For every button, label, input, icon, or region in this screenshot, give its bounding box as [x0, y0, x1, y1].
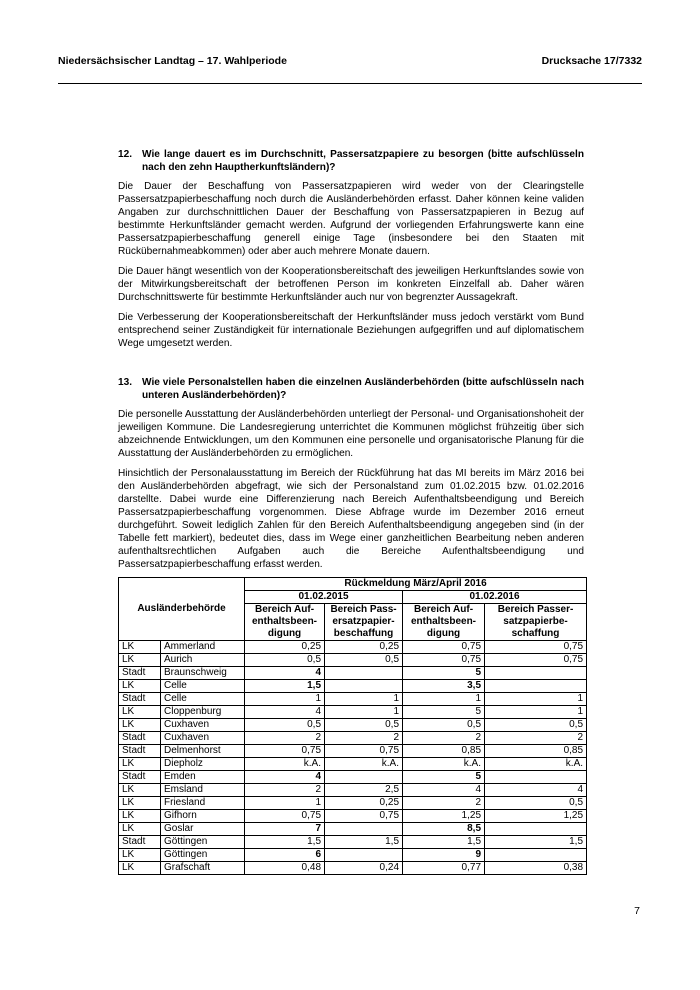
- table-body: [119, 641, 587, 875]
- table-row: [119, 654, 587, 667]
- table-row: [119, 758, 587, 771]
- value-termination-2016: 0,77: [403, 862, 485, 875]
- value-passport-2016: [485, 680, 587, 693]
- table-row: [119, 693, 587, 706]
- authority-type-cell: Stadt: [119, 667, 161, 680]
- authority-name-cell: Aurich: [161, 654, 245, 667]
- value-passport-2015: 1: [325, 706, 403, 719]
- staffing-table: [118, 577, 587, 875]
- value-termination-2015: 0,75: [245, 745, 325, 758]
- col-header-termination-2016: Bereich Auf-enthaltsbeen-digung: [403, 604, 485, 641]
- value-termination-2015: 6: [245, 849, 325, 862]
- value-termination-2015: 1: [245, 693, 325, 706]
- section-question-13: [118, 376, 584, 578]
- value-termination-2016: 5: [403, 667, 485, 680]
- authority-type-cell: LK: [119, 680, 161, 693]
- value-termination-2016: 2: [403, 732, 485, 745]
- value-passport-2016: [485, 849, 587, 862]
- value-termination-2016: 0,5: [403, 719, 485, 732]
- value-termination-2016: 4: [403, 784, 485, 797]
- table-row: [119, 836, 587, 849]
- authority-type-cell: Stadt: [119, 732, 161, 745]
- value-termination-2016: 1,25: [403, 810, 485, 823]
- value-passport-2015: 0,5: [325, 654, 403, 667]
- authority-name-cell: Emsland: [161, 784, 245, 797]
- authority-type-cell: LK: [119, 641, 161, 654]
- col-header-passport-2016: Bereich Passer-satzpapierbe-schaffung: [485, 604, 587, 641]
- value-termination-2015: 0,5: [245, 719, 325, 732]
- value-termination-2015: k.A.: [245, 758, 325, 771]
- table-row: [119, 667, 587, 680]
- header-document-number: Drucksache 17/7332: [541, 55, 642, 67]
- value-termination-2016: 1,5: [403, 836, 485, 849]
- authority-name-cell: Emden: [161, 771, 245, 784]
- authority-type-cell: Stadt: [119, 693, 161, 706]
- value-termination-2016: k.A.: [403, 758, 485, 771]
- authority-name-cell: Cuxhaven: [161, 732, 245, 745]
- value-passport-2016: [485, 823, 587, 836]
- section-question-12: [118, 148, 584, 357]
- table-row: [119, 732, 587, 745]
- value-passport-2015: [325, 849, 403, 862]
- value-termination-2016: 5: [403, 771, 485, 784]
- value-termination-2015: 0,48: [245, 862, 325, 875]
- date-header-2016: 01.02.2016: [403, 591, 587, 604]
- question-13: [118, 376, 584, 402]
- col-header-passport-2015: Bereich Pass-ersatzpapier-beschaffung: [325, 604, 403, 641]
- table-row: [119, 797, 587, 810]
- table-row: [119, 680, 587, 693]
- authority-name-cell: Diepholz: [161, 758, 245, 771]
- value-termination-2016: 2: [403, 797, 485, 810]
- table-row: [119, 784, 587, 797]
- authority-column-header: Ausländerbehörde: [119, 578, 245, 641]
- value-termination-2016: 5: [403, 706, 485, 719]
- authority-name-cell: Goslar: [161, 823, 245, 836]
- value-termination-2015: 2: [245, 784, 325, 797]
- survey-header: Rückmeldung März/April 2016: [245, 578, 587, 591]
- question-text: Wie lange dauert es im Durchschnitt, Passersatzpapiere zu besorgen (bitte aufschlüsseln nach den zehn Hauptherkunftsländern)?: [142, 149, 584, 173]
- value-passport-2015: 0,25: [325, 641, 403, 654]
- authority-type-cell: Stadt: [119, 771, 161, 784]
- value-termination-2015: 4: [245, 771, 325, 784]
- value-passport-2015: 1: [325, 693, 403, 706]
- table-row: [119, 771, 587, 784]
- value-termination-2015: 7: [245, 823, 325, 836]
- page-number: 7: [634, 905, 640, 917]
- value-passport-2016: 0,38: [485, 862, 587, 875]
- value-passport-2016: 1,25: [485, 810, 587, 823]
- value-passport-2015: k.A.: [325, 758, 403, 771]
- authority-type-cell: Stadt: [119, 745, 161, 758]
- authority-type-cell: LK: [119, 810, 161, 823]
- authority-name-cell: Göttingen: [161, 836, 245, 849]
- authority-name-cell: Ammerland: [161, 641, 245, 654]
- answer-paragraph: Hinsichtlich der Personalausstattung im Bereich der Rückführung hat das MI bereits im März 2016 bei den Ausländerbehörden abgefragt, wie sich der Personalstand zum 01.02.2015 bzw. 01.02.2016 darstellte. Dabei wurde eine Differenzierung nach Bereich Aufenthaltsbeendigung und Bereich Passersatzpapierbeschaffung vorgenommen. Diese Abfrage wurde im Dezember 2016 erneut durchgeführt. Soweit lediglich Zahlen für den Bereich Aufenthaltsbeendigung angegeben sind (in der Tabelle fett markiert), bedeutet dies, dass im Wege einer ganzheitlichen Bearbeitung neben anderen aufenthaltsrechtlichen Aufgaben auch die Bereiche Aufenthaltsbeendigung und Passersatzpapierbeschaffung erfasst werden.: [118, 468, 584, 570]
- table-row: [119, 641, 587, 654]
- value-termination-2015: 1,5: [245, 836, 325, 849]
- authority-type-cell: LK: [119, 862, 161, 875]
- value-termination-2015: 0,5: [245, 654, 325, 667]
- authority-name-cell: Friesland: [161, 797, 245, 810]
- col-header-termination-2015: Bereich Auf-enthaltsbeen-digung: [245, 604, 325, 641]
- value-passport-2016: 0,85: [485, 745, 587, 758]
- value-termination-2015: 0,25: [245, 641, 325, 654]
- value-termination-2015: 1: [245, 797, 325, 810]
- authority-name-cell: Göttingen: [161, 849, 245, 862]
- value-passport-2016: [485, 667, 587, 680]
- authority-name-cell: Delmenhorst: [161, 745, 245, 758]
- authority-name-cell: Grafschaft: [161, 862, 245, 875]
- value-passport-2016: 1: [485, 706, 587, 719]
- page-header: [58, 55, 642, 69]
- value-passport-2016: 1,5: [485, 836, 587, 849]
- header-rule: [58, 83, 642, 84]
- question-number: 12.: [118, 149, 133, 160]
- value-termination-2016: 1: [403, 693, 485, 706]
- value-passport-2015: 0,75: [325, 810, 403, 823]
- question-number: 13.: [118, 377, 133, 388]
- value-termination-2016: 0,75: [403, 654, 485, 667]
- question-12: [118, 148, 584, 174]
- table-row: [119, 719, 587, 732]
- value-termination-2015: 1,5: [245, 680, 325, 693]
- authority-name-cell: Cloppenburg: [161, 706, 245, 719]
- answer-paragraph: Die Dauer hängt wesentlich von der Kooperationsbereitschaft des jeweiligen Herkunftslandes sowie von der Mitwirkungsbereitschaft der betroffenen Person im konkreten Einzelfall ab. Daher wären Durchschnittswerte für bestimmte Herkunftsländer auch nur von begrenzter Aussagekraft.: [118, 266, 584, 303]
- table-row: [119, 862, 587, 875]
- authority-type-cell: LK: [119, 706, 161, 719]
- value-passport-2016: 0,5: [485, 797, 587, 810]
- table-row: [119, 823, 587, 836]
- date-header-2015: 01.02.2015: [245, 591, 403, 604]
- value-passport-2015: 0,75: [325, 745, 403, 758]
- value-termination-2015: 2: [245, 732, 325, 745]
- authority-type-cell: LK: [119, 654, 161, 667]
- authority-type-cell: LK: [119, 784, 161, 797]
- value-termination-2016: 0,75: [403, 641, 485, 654]
- table-row: [119, 745, 587, 758]
- question-text: Wie viele Personalstellen haben die einzelnen Ausländerbehörden (bitte aufschlüsseln nach unteren Ausländerbehörden)?: [142, 377, 584, 401]
- authority-type-cell: LK: [119, 758, 161, 771]
- value-termination-2016: 9: [403, 849, 485, 862]
- value-termination-2015: 4: [245, 706, 325, 719]
- authority-name-cell: Cuxhaven: [161, 719, 245, 732]
- value-passport-2015: 2,5: [325, 784, 403, 797]
- table-row: [119, 849, 587, 862]
- value-termination-2016: 3,5: [403, 680, 485, 693]
- authority-name-cell: Gifhorn: [161, 810, 245, 823]
- value-passport-2015: 0,5: [325, 719, 403, 732]
- value-passport-2015: 0,25: [325, 797, 403, 810]
- value-passport-2016: [485, 771, 587, 784]
- value-passport-2015: [325, 823, 403, 836]
- authority-type-cell: LK: [119, 823, 161, 836]
- value-passport-2016: 2: [485, 732, 587, 745]
- value-passport-2016: 1: [485, 693, 587, 706]
- table-row: [119, 810, 587, 823]
- value-termination-2015: 0,75: [245, 810, 325, 823]
- value-passport-2016: 0,75: [485, 654, 587, 667]
- authority-name-cell: Celle: [161, 680, 245, 693]
- authority-name-cell: Celle: [161, 693, 245, 706]
- authority-type-cell: LK: [119, 719, 161, 732]
- value-passport-2016: 4: [485, 784, 587, 797]
- table-row: [119, 706, 587, 719]
- value-passport-2016: 0,5: [485, 719, 587, 732]
- header-parliament: Niedersächsischer Landtag – 17. Wahlperiode: [58, 55, 287, 67]
- answer-paragraph: Die Dauer der Beschaffung von Passersatzpapieren wird weder von der Clearingstelle Passersatzpapierbeschaffung noch durch die Ausländerbehörden erfasst. Daher können keine validen Angaben zur durchschnittlichen Dauer der Beschaffung von Passersatzpapieren in Bezug auf bestimmte Herkunftsländer gemacht werden. Aufgrund der vorliegenden Erfahrungswerte kann eine Passersatzpapierbeschaffung generell einige Tage (insbesondere bei den Staaten mit Rückübernahmeabkommen) oder aber auch mehrere Monate dauern.: [118, 181, 584, 257]
- value-passport-2016: 0,75: [485, 641, 587, 654]
- authority-type-cell: Stadt: [119, 836, 161, 849]
- value-passport-2015: [325, 680, 403, 693]
- answer-paragraph: Die Verbesserung der Kooperationsbereitschaft der Herkunftsländer muss jedoch verstärkt vom Bund entsprechend seiner Zuständigkeit für internationale Beziehungen aufgegriffen und auf diplomatischem Wege umgesetzt werden.: [118, 312, 584, 349]
- value-passport-2015: 1,5: [325, 836, 403, 849]
- authority-type-cell: LK: [119, 797, 161, 810]
- value-passport-2015: 0,24: [325, 862, 403, 875]
- value-termination-2015: 4: [245, 667, 325, 680]
- authority-name-cell: Braunschweig: [161, 667, 245, 680]
- authority-type-cell: LK: [119, 849, 161, 862]
- value-termination-2016: 8,5: [403, 823, 485, 836]
- value-passport-2016: k.A.: [485, 758, 587, 771]
- value-passport-2015: 2: [325, 732, 403, 745]
- answer-paragraph: Die personelle Ausstattung der Ausländerbehörden unterliegt der Personal- und Organisationshoheit der jeweiligen Kommune. Die Landesregierung unterrichtet die Kommunen möglichst frühzeitig über sich abzeichnende Entwicklungen, um den Kommunen eine personelle und organisatorische Planung für die Ausstattung der Ausländerbehörden zu ermöglichen.: [118, 409, 584, 459]
- value-passport-2015: [325, 771, 403, 784]
- value-passport-2015: [325, 667, 403, 680]
- value-termination-2016: 0,85: [403, 745, 485, 758]
